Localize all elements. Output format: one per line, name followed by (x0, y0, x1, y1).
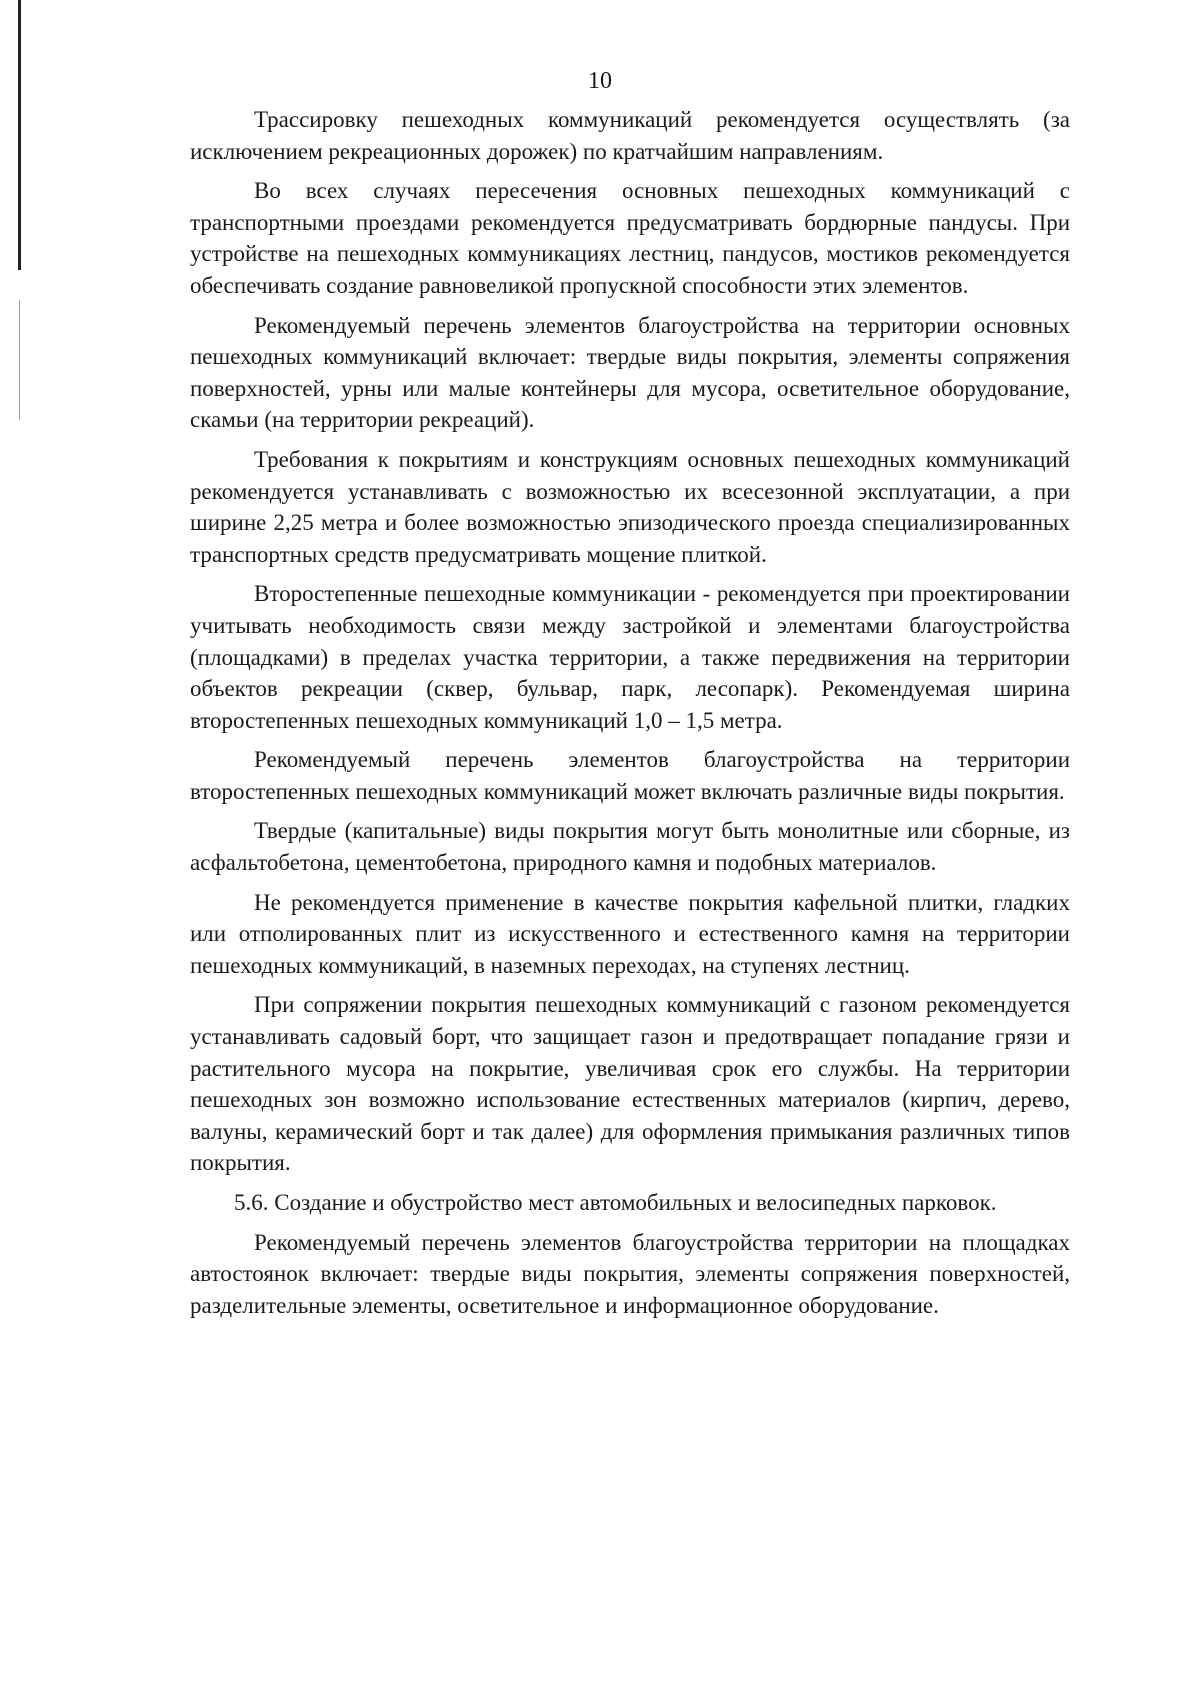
scan-edge-line (18, 0, 21, 270)
paragraph-secondary-communications: Второстепенные пешеходные коммуникации - рекомендуется при проектировании учитывать необходимость связи между застройкой и элементами благоустройства (площадками) в пределах участка территории, а также передвижения на территории объектов рекреации (сквер, бульвар, парк, лесопарк). Рекомендуемая ширина второстепенных пешеходных коммуникаций 1,0 – 1,5 метра. (190, 581, 1070, 733)
paragraph-lawn-border: При сопряжении покрытия пешеходных коммуникаций с газоном рекомендуется устанавливать садовый борт, что защищает газон и предотвращает попадание грязи и растительного мусора на покрытие, увеличивая срок его службы. На территории пешеходных зон возможно использование естественных материалов (кирпич, дерево, валуны, керамический борт и так далее) для оформления примыкания различных типов покрытия. (190, 992, 1070, 1176)
paragraph-pedestrian-routing: Трассировку пешеходных коммуникаций рекомендуется осуществлять (за исключением рекреационных дорожек) по кратчайшим направлениям. (190, 107, 1070, 164)
paragraph-not-recommended: Не рекомендуется применение в качестве покрытия кафельной плитки, гладких или отполированных плит из искусственного и естественного камня на территории пешеходных коммуникаций, в наземных переходах, на ступенях лестниц. (190, 889, 1070, 978)
paragraph-parking-elements-list: Рекомендуемый перечень элементов благоустройства территории на площадках автостоянок включает: твердые виды покрытия, элементы сопряжения поверхностей, разделительные элементы, осветительное и информационное оборудование. (190, 1229, 1070, 1318)
paragraph-main-elements-list: Рекомендуемый перечень элементов благоустройства на территории основных пешеходных коммуникаций включает: твердые виды покрытия, элементы сопряжения поверхностей, урны или малые контейнеры для мусора, осветительное оборудование, скамьи (на территории рекреаций). (190, 312, 1070, 433)
page-number: 10 (588, 68, 612, 94)
paragraph-crossings-ramps: Во всех случаях пересечения основных пешеходных коммуникаций с транспортными проездами рекомендуется предусматривать бордюрные пандусы. При устройстве на пешеходных коммуникациях лестниц, пандусов, мостиков рекомендуется обеспечивать создание равновеликой пропускной способности этих элементов. (190, 178, 1070, 298)
document-body (190, 104, 1070, 1329)
paragraph-hard-coverings: Твердые (капитальные) виды покрытия могут быть монолитные или сборные, из асфальтобетона, цементобетона, природного камня и подобных материалов. (190, 818, 1070, 876)
section-heading-5-6: 5.6. Создание и обустройство мест автомобильных и велосипедных парковок. (234, 1190, 997, 1215)
paragraph-secondary-elements-list: Рекомендуемый перечень элементов благоустройства на территории второстепенных пешеходных коммуникаций может включать различные виды покрытия. (190, 747, 1070, 804)
scan-edge-line-faint (19, 300, 20, 420)
paragraph-coverage-requirements: Требования к покрытиям и конструкциям основных пешеходных коммуникаций рекомендуется устанавливать с возможностью их всесезонной эксплуатации, а при ширине 2,25 метра и более возможностью эпизодического проезда специализированных транспортных средств предусматривать мощение плиткой. (190, 446, 1070, 567)
